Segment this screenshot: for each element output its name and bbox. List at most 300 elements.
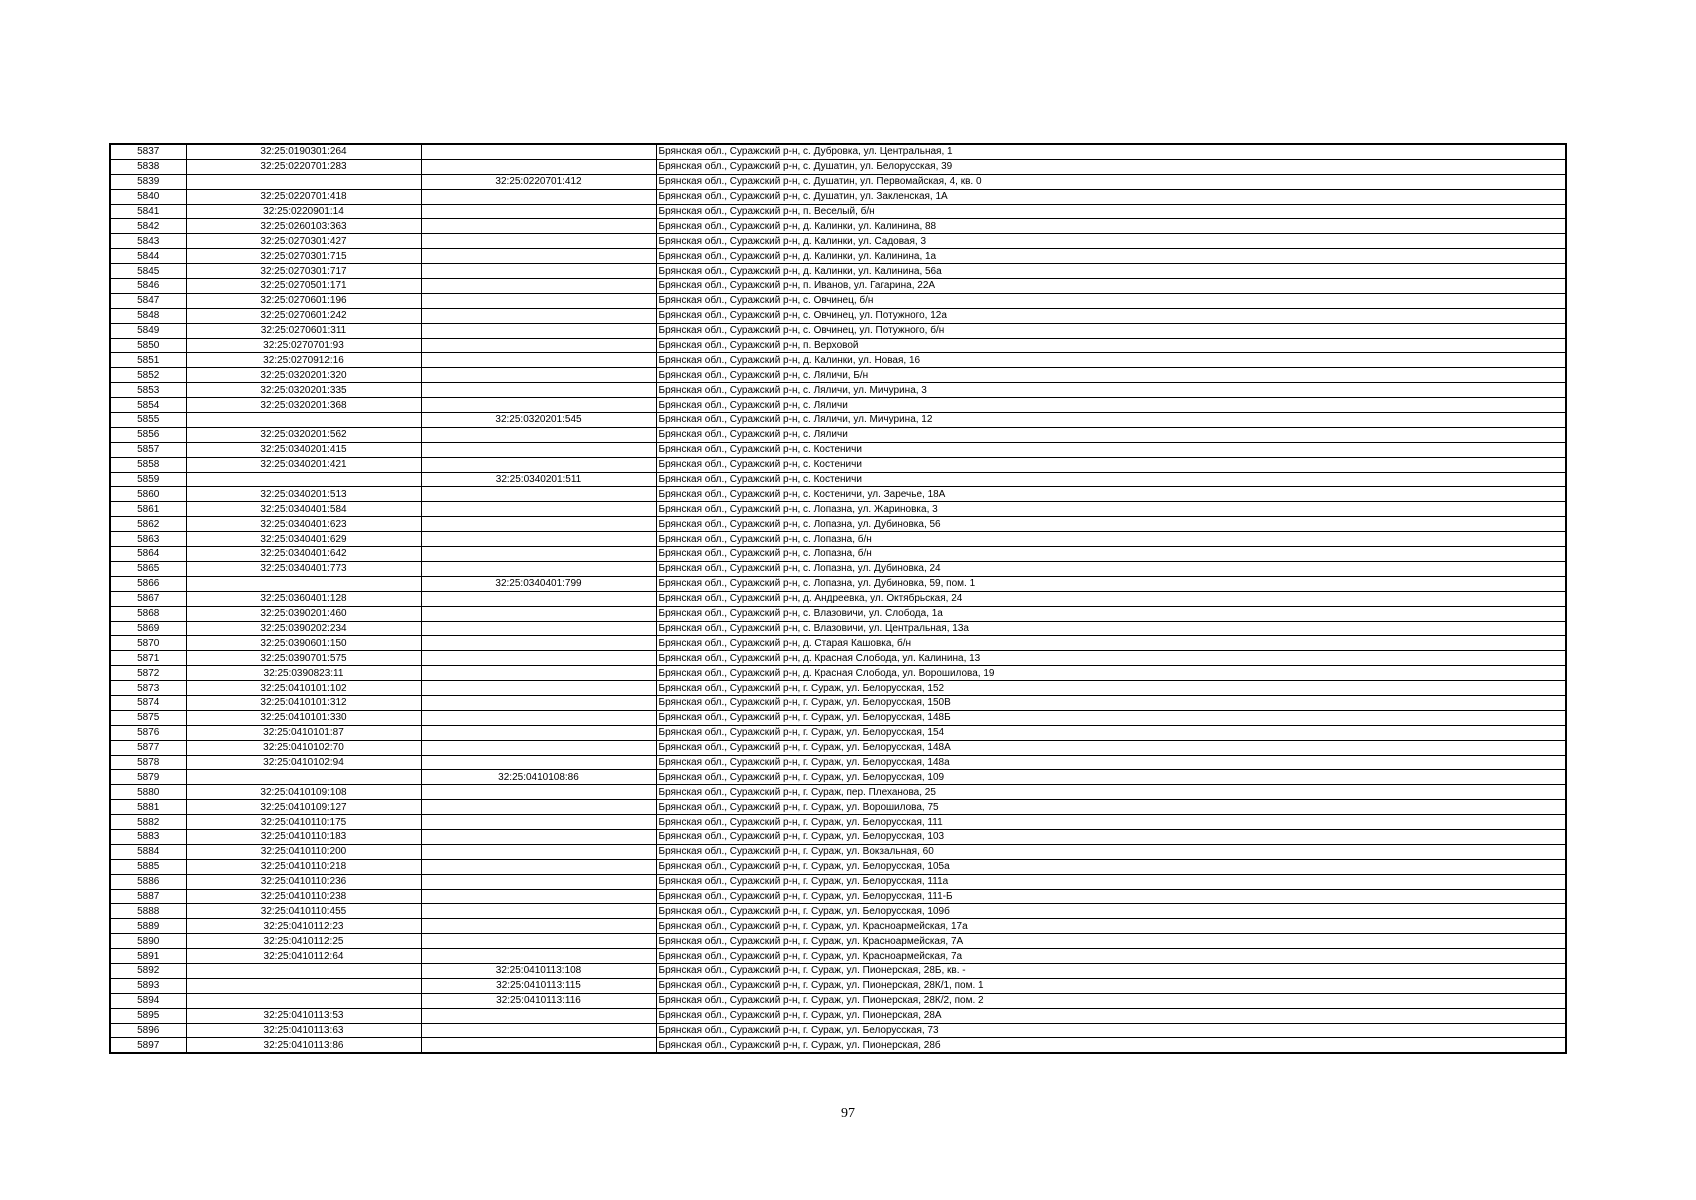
row-number-cell: 5848 [110,308,186,323]
row-number-cell: 5860 [110,487,186,502]
cadastral-number-alt-cell [421,234,656,249]
address-cell: Брянская обл., Суражский р-н, с. Ляличи, ул. Мичурина, 3 [656,383,1566,398]
table-row [110,293,1566,308]
row-number-cell: 5858 [110,457,186,472]
row-number-cell: 5880 [110,785,186,800]
cadastral-number-cell: 32:25:0360401:128 [186,591,421,606]
table-row [110,159,1566,174]
address-cell: Брянская обл., Суражский р-н, г. Сураж, ул. Пионерская, 28А [656,1008,1566,1023]
row-number-cell: 5861 [110,502,186,517]
row-number-cell: 5874 [110,695,186,710]
table-row [110,815,1566,830]
row-number-cell: 5854 [110,398,186,413]
table-row [110,755,1566,770]
table-row [110,561,1566,576]
table-row [110,695,1566,710]
cadastral-number-alt-cell: 32:25:0320201:545 [421,413,656,428]
row-number-cell: 5850 [110,338,186,353]
address-cell: Брянская обл., Суражский р-н, с. Душатин, ул. Белорусская, 39 [656,159,1566,174]
table-row [110,740,1566,755]
address-cell: Брянская обл., Суражский р-н, п. Иванов, ул. Гагарина, 22А [656,279,1566,294]
cadastral-number-alt-cell [421,621,656,636]
table-row [110,844,1566,859]
table-row [110,710,1566,725]
cadastral-number-cell: 32:25:0270301:715 [186,249,421,264]
row-number-cell: 5888 [110,904,186,919]
cadastral-number-alt-cell [421,219,656,234]
table-row [110,413,1566,428]
cadastral-number-alt-cell [421,889,656,904]
cadastral-number-alt-cell [421,636,656,651]
address-cell: Брянская обл., Суражский р-н, г. Сураж, ул. Белорусская, 154 [656,725,1566,740]
cadastral-number-alt-cell [421,189,656,204]
table-row [110,874,1566,889]
address-cell: Брянская обл., Суражский р-н, с. Костеничи [656,472,1566,487]
row-number-cell: 5887 [110,889,186,904]
cadastral-number-alt-cell [421,785,656,800]
row-number-cell: 5866 [110,576,186,591]
cadastral-number-cell: 32:25:0410110:183 [186,829,421,844]
address-cell: Брянская обл., Суражский р-н, с. Ляличи, ул. Мичурина, 12 [656,413,1566,428]
cadastral-number-alt-cell [421,919,656,934]
row-number-cell: 5856 [110,427,186,442]
cadastral-number-alt-cell [421,859,656,874]
address-cell: Брянская обл., Суражский р-н, г. Сураж, ул. Красноармейская, 7а [656,949,1566,964]
cadastral-number-cell: 32:25:0410113:63 [186,1023,421,1038]
table-row [110,576,1566,591]
cadastral-number-cell [186,993,421,1008]
cadastral-number-cell: 32:25:0410113:86 [186,1038,421,1053]
row-number-cell: 5869 [110,621,186,636]
table-row [110,993,1566,1008]
address-cell: Брянская обл., Суражский р-н, г. Сураж, ул. Белорусская, 148а [656,755,1566,770]
table-row [110,323,1566,338]
row-number-cell: 5885 [110,859,186,874]
table-body [110,144,1566,1053]
row-number-cell: 5837 [110,144,186,159]
table-row [110,442,1566,457]
table-row [110,487,1566,502]
table-row [110,368,1566,383]
table-row [110,308,1566,323]
table-row [110,174,1566,189]
address-cell: Брянская обл., Суражский р-н, г. Сураж, пер. Плеханова, 25 [656,785,1566,800]
address-cell: Брянская обл., Суражский р-н, г. Сураж, ул. Белорусская, 148А [656,740,1566,755]
cadastral-number-alt-cell [421,353,656,368]
row-number-cell: 5883 [110,829,186,844]
address-cell: Брянская обл., Суражский р-н, г. Сураж, ул. Вокзальная, 60 [656,844,1566,859]
row-number-cell: 5859 [110,472,186,487]
cadastral-number-cell: 32:25:0390701:575 [186,651,421,666]
cadastral-number-alt-cell [421,651,656,666]
row-number-cell: 5838 [110,159,186,174]
table-row [110,144,1566,159]
row-number-cell: 5877 [110,740,186,755]
address-cell: Брянская обл., Суражский р-н, г. Сураж, ул. Белорусская, 103 [656,829,1566,844]
table-row [110,919,1566,934]
row-number-cell: 5864 [110,547,186,562]
row-number-cell: 5843 [110,234,186,249]
cadastral-number-alt-cell [421,740,656,755]
cadastral-number-alt-cell [421,755,656,770]
address-cell: Брянская обл., Суражский р-н, г. Сураж, ул. Красноармейская, 17а [656,919,1566,934]
cadastral-number-alt-cell [421,517,656,532]
address-cell: Брянская обл., Суражский р-н, с. Ляличи [656,398,1566,413]
table-row [110,621,1566,636]
cadastral-number-cell: 32:25:0410101:102 [186,681,421,696]
address-cell: Брянская обл., Суражский р-н, д. Красная Слобода, ул. Калинина, 13 [656,651,1566,666]
cadastral-number-alt-cell [421,606,656,621]
address-cell: Брянская обл., Суражский р-н, с. Овчинец, ул. Потужного, б/н [656,323,1566,338]
row-number-cell: 5868 [110,606,186,621]
table-row [110,1038,1566,1053]
cadastral-number-cell: 32:25:0220701:418 [186,189,421,204]
address-cell: Брянская обл., Суражский р-н, г. Сураж, ул. Ворошилова, 75 [656,800,1566,815]
cadastral-number-cell: 32:25:0270701:93 [186,338,421,353]
address-cell: Брянская обл., Суражский р-н, г. Сураж, ул. Пионерская, 28К/1, пом. 1 [656,978,1566,993]
cadastral-number-alt-cell [421,457,656,472]
cadastral-number-cell: 32:25:0410110:236 [186,874,421,889]
row-number-cell: 5842 [110,219,186,234]
address-cell: Брянская обл., Суражский р-н, д. Андреевка, ул. Октябрьская, 24 [656,591,1566,606]
row-number-cell: 5895 [110,1008,186,1023]
address-cell: Брянская обл., Суражский р-н, г. Сураж, ул. Белорусская, 109б [656,904,1566,919]
cadastral-number-cell: 32:25:0410110:455 [186,904,421,919]
address-cell: Брянская обл., Суражский р-н, г. Сураж, ул. Белорусская, 111 [656,815,1566,830]
row-number-cell: 5846 [110,279,186,294]
cadastral-number-cell: 32:25:0340401:773 [186,561,421,576]
row-number-cell: 5857 [110,442,186,457]
address-cell: Брянская обл., Суражский р-н, г. Сураж, ул. Белорусская, 73 [656,1023,1566,1038]
cadastral-number-cell: 32:25:0390201:460 [186,606,421,621]
cadastral-number-alt-cell [421,383,656,398]
row-number-cell: 5893 [110,978,186,993]
cadastral-number-alt-cell [421,695,656,710]
table-row [110,651,1566,666]
table-row [110,517,1566,532]
address-cell: Брянская обл., Суражский р-н, г. Сураж, ул. Белорусская, 111-Б [656,889,1566,904]
cadastral-number-alt-cell: 32:25:0410113:116 [421,993,656,1008]
cadastral-number-cell: 32:25:0320201:320 [186,368,421,383]
table-row [110,606,1566,621]
address-cell: Брянская обл., Суражский р-н, г. Сураж, ул. Красноармейская, 7А [656,934,1566,949]
cadastral-number-alt-cell [421,368,656,383]
cadastral-number-cell: 32:25:0410112:23 [186,919,421,934]
address-cell: Брянская обл., Суражский р-н, с. Костеничи [656,442,1566,457]
row-number-cell: 5865 [110,561,186,576]
table-row [110,829,1566,844]
row-number-cell: 5891 [110,949,186,964]
row-number-cell: 5844 [110,249,186,264]
table-row [110,681,1566,696]
table-row [110,800,1566,815]
cadastral-number-cell [186,174,421,189]
address-cell: Брянская обл., Суражский р-н, п. Веселый, б/н [656,204,1566,219]
page-number: 97 [841,1106,855,1121]
cadastral-number-cell: 32:25:0340201:415 [186,442,421,457]
table-row [110,353,1566,368]
table-row [110,934,1566,949]
row-number-cell: 5879 [110,770,186,785]
table-row [110,859,1566,874]
row-number-cell: 5890 [110,934,186,949]
cadastral-number-cell: 32:25:0340401:584 [186,502,421,517]
cadastral-number-cell: 32:25:0340201:513 [186,487,421,502]
row-number-cell: 5852 [110,368,186,383]
cadastral-number-alt-cell [421,725,656,740]
address-cell: Брянская обл., Суражский р-н, г. Сураж, ул. Пионерская, 28Б, кв. - [656,963,1566,978]
cadastral-number-cell: 32:25:0390601:150 [186,636,421,651]
cadastral-number-alt-cell [421,442,656,457]
table-row [110,204,1566,219]
address-cell: Брянская обл., Суражский р-н, с. Лопазна, ул. Жариновка, 3 [656,502,1566,517]
row-number-cell: 5892 [110,963,186,978]
cadastral-number-alt-cell [421,279,656,294]
cadastral-number-alt-cell [421,681,656,696]
table-row [110,978,1566,993]
cadastral-number-alt-cell [421,249,656,264]
cadastral-number-alt-cell [421,815,656,830]
table-row [110,189,1566,204]
row-number-cell: 5881 [110,800,186,815]
table-row [110,383,1566,398]
cadastral-number-cell: 32:25:0410112:25 [186,934,421,949]
cadastral-number-cell: 32:25:0390202:234 [186,621,421,636]
table-row [110,1023,1566,1038]
cadastral-number-cell: 32:25:0410110:218 [186,859,421,874]
row-number-cell: 5882 [110,815,186,830]
cadastral-number-alt-cell [421,844,656,859]
table-row [110,591,1566,606]
table-row [110,963,1566,978]
property-table [109,143,1567,1054]
row-number-cell: 5872 [110,666,186,681]
table-row [110,219,1566,234]
cadastral-number-alt-cell [421,829,656,844]
address-cell: Брянская обл., Суражский р-н, г. Сураж, ул. Белорусская, 111а [656,874,1566,889]
cadastral-number-cell: 32:25:0410110:238 [186,889,421,904]
table-row [110,502,1566,517]
cadastral-number-alt-cell [421,323,656,338]
table-row [110,949,1566,964]
row-number-cell: 5853 [110,383,186,398]
table-row [110,725,1566,740]
address-cell: Брянская обл., Суражский р-н, с. Костеничи, ул. Заречье, 18А [656,487,1566,502]
cadastral-number-alt-cell [421,204,656,219]
row-number-cell: 5849 [110,323,186,338]
address-cell: Брянская обл., Суражский р-н, с. Лопазна, б/н [656,547,1566,562]
cadastral-number-cell [186,472,421,487]
address-cell: Брянская обл., Суражский р-н, с. Ляличи [656,427,1566,442]
cadastral-number-cell: 32:25:0410102:70 [186,740,421,755]
cadastral-number-cell: 32:25:0270912:16 [186,353,421,368]
address-cell: Брянская обл., Суражский р-н, д. Калинки, ул. Садовая, 3 [656,234,1566,249]
cadastral-number-alt-cell [421,800,656,815]
address-cell: Брянская обл., Суражский р-н, г. Сураж, ул. Пионерская, 28б [656,1038,1566,1053]
cadastral-number-alt-cell: 32:25:0340201:511 [421,472,656,487]
cadastral-number-cell: 32:25:0340401:623 [186,517,421,532]
row-number-cell: 5845 [110,264,186,279]
row-number-cell: 5855 [110,413,186,428]
cadastral-number-alt-cell [421,264,656,279]
cadastral-number-alt-cell [421,532,656,547]
cadastral-number-alt-cell [421,398,656,413]
cadastral-number-alt-cell [421,159,656,174]
cadastral-number-alt-cell [421,144,656,159]
table-row [110,532,1566,547]
cadastral-number-alt-cell [421,1038,656,1053]
cadastral-number-alt-cell: 32:25:0410113:108 [421,963,656,978]
address-cell: Брянская обл., Суражский р-н, г. Сураж, ул. Пионерская, 28К/2, пом. 2 [656,993,1566,1008]
cadastral-number-alt-cell [421,487,656,502]
table-row [110,904,1566,919]
cadastral-number-cell: 32:25:0410102:94 [186,755,421,770]
cadastral-number-cell: 32:25:0320201:335 [186,383,421,398]
cadastral-number-cell: 32:25:0410112:64 [186,949,421,964]
address-cell: Брянская обл., Суражский р-н, п. Верховой [656,338,1566,353]
table-row [110,249,1566,264]
cadastral-number-cell: 32:25:0220701:283 [186,159,421,174]
address-cell: Брянская обл., Суражский р-н, д. Калинки, ул. Новая, 16 [656,353,1566,368]
cadastral-number-cell: 32:25:0340401:642 [186,547,421,562]
cadastral-number-alt-cell [421,308,656,323]
table-row [110,1008,1566,1023]
cadastral-number-alt-cell [421,874,656,889]
cadastral-number-alt-cell [421,949,656,964]
table-row [110,666,1566,681]
row-number-cell: 5841 [110,204,186,219]
address-cell: Брянская обл., Суражский р-н, д. Калинки, ул. Калинина, 88 [656,219,1566,234]
cadastral-number-cell: 32:25:0270301:427 [186,234,421,249]
row-number-cell: 5873 [110,681,186,696]
row-number-cell: 5867 [110,591,186,606]
cadastral-number-alt-cell [421,338,656,353]
address-cell: Брянская обл., Суражский р-н, с. Влазовичи, ул. Центральная, 13а [656,621,1566,636]
cadastral-number-cell: 32:25:0190301:264 [186,144,421,159]
table-row [110,279,1566,294]
cadastral-number-cell: 32:25:0220901:14 [186,204,421,219]
cadastral-number-cell: 32:25:0340201:421 [186,457,421,472]
row-number-cell: 5870 [110,636,186,651]
cadastral-number-cell: 32:25:0270501:171 [186,279,421,294]
table-row [110,636,1566,651]
cadastral-number-alt-cell [421,591,656,606]
cadastral-number-cell [186,413,421,428]
row-number-cell: 5897 [110,1038,186,1053]
cadastral-number-alt-cell [421,904,656,919]
table-row [110,338,1566,353]
cadastral-number-cell: 32:25:0260103:363 [186,219,421,234]
row-number-cell: 5878 [110,755,186,770]
address-cell: Брянская обл., Суражский р-н, д. Старая Кашовка, б/н [656,636,1566,651]
row-number-cell: 5839 [110,174,186,189]
cadastral-number-cell [186,963,421,978]
cadastral-number-cell: 32:25:0410110:175 [186,815,421,830]
address-cell: Брянская обл., Суражский р-н, с. Влазовичи, ул. Слобода, 1а [656,606,1566,621]
address-cell: Брянская обл., Суражский р-н, д. Калинки, ул. Калинина, 56а [656,264,1566,279]
table-row [110,457,1566,472]
address-cell: Брянская обл., Суражский р-н, с. Лопазна, ул. Дубиновка, 59, пом. 1 [656,576,1566,591]
row-number-cell: 5862 [110,517,186,532]
cadastral-number-alt-cell [421,547,656,562]
cadastral-number-alt-cell [421,1023,656,1038]
address-cell: Брянская обл., Суражский р-н, г. Сураж, ул. Белорусская, 148Б [656,710,1566,725]
cadastral-number-cell: 32:25:0410109:108 [186,785,421,800]
row-number-cell: 5847 [110,293,186,308]
cadastral-number-alt-cell [421,710,656,725]
cadastral-number-cell [186,576,421,591]
address-cell: Брянская обл., Суражский р-н, с. Душатин, ул. Первомайская, 4, кв. 0 [656,174,1566,189]
address-cell: Брянская обл., Суражский р-н, с. Лопазна, б/н [656,532,1566,547]
table-row [110,264,1566,279]
address-cell: Брянская обл., Суражский р-н, с. Овчинец, б/н [656,293,1566,308]
cadastral-number-cell: 32:25:0410110:200 [186,844,421,859]
cadastral-number-cell: 32:25:0390823:11 [186,666,421,681]
cadastral-number-alt-cell [421,427,656,442]
cadastral-number-alt-cell: 32:25:0410108:86 [421,770,656,785]
cadastral-number-alt-cell [421,502,656,517]
cadastral-number-cell: 32:25:0410101:330 [186,710,421,725]
address-cell: Брянская обл., Суражский р-н, с. Дубровка, ул. Центральная, 1 [656,144,1566,159]
cadastral-number-alt-cell [421,934,656,949]
table-row [110,770,1566,785]
address-cell: Брянская обл., Суражский р-н, с. Костеничи [656,457,1566,472]
row-number-cell: 5894 [110,993,186,1008]
address-cell: Брянская обл., Суражский р-н, с. Лопазна, ул. Дубиновка, 56 [656,517,1566,532]
cadastral-number-cell: 32:25:0270301:717 [186,264,421,279]
row-number-cell: 5875 [110,710,186,725]
cadastral-number-alt-cell [421,561,656,576]
cadastral-number-cell [186,770,421,785]
address-cell: Брянская обл., Суражский р-н, с. Душатин, ул. Закленская, 1А [656,189,1566,204]
table-row [110,427,1566,442]
cadastral-number-cell: 32:25:0410109:127 [186,800,421,815]
cadastral-number-alt-cell [421,666,656,681]
address-cell: Брянская обл., Суражский р-н, с. Ляличи, Б/н [656,368,1566,383]
table-row [110,234,1566,249]
cadastral-number-cell: 32:25:0270601:311 [186,323,421,338]
address-cell: Брянская обл., Суражский р-н, с. Лопазна, ул. Дубиновка, 24 [656,561,1566,576]
cadastral-number-cell: 32:25:0270601:242 [186,308,421,323]
row-number-cell: 5886 [110,874,186,889]
row-number-cell: 5851 [110,353,186,368]
cadastral-number-alt-cell [421,293,656,308]
table-row [110,785,1566,800]
row-number-cell: 5863 [110,532,186,547]
table-row [110,398,1566,413]
cadastral-number-cell: 32:25:0410101:87 [186,725,421,740]
cadastral-number-cell: 32:25:0340401:629 [186,532,421,547]
table-row [110,547,1566,562]
address-cell: Брянская обл., Суражский р-н, г. Сураж, ул. Белорусская, 152 [656,681,1566,696]
address-cell: Брянская обл., Суражский р-н, д. Калинки, ул. Калинина, 1а [656,249,1566,264]
table-row [110,889,1566,904]
address-cell: Брянская обл., Суражский р-н, г. Сураж, ул. Белорусская, 150В [656,695,1566,710]
row-number-cell: 5889 [110,919,186,934]
cadastral-number-cell: 32:25:0320201:562 [186,427,421,442]
row-number-cell: 5876 [110,725,186,740]
cadastral-number-cell [186,978,421,993]
row-number-cell: 5884 [110,844,186,859]
cadastral-number-cell: 32:25:0410113:53 [186,1008,421,1023]
cadastral-number-alt-cell: 32:25:0220701:412 [421,174,656,189]
cadastral-number-cell: 32:25:0270601:196 [186,293,421,308]
cadastral-number-alt-cell [421,1008,656,1023]
cadastral-number-alt-cell: 32:25:0340401:799 [421,576,656,591]
table-row [110,472,1566,487]
address-cell: Брянская обл., Суражский р-н, г. Сураж, ул. Белорусская, 109 [656,770,1566,785]
row-number-cell: 5896 [110,1023,186,1038]
